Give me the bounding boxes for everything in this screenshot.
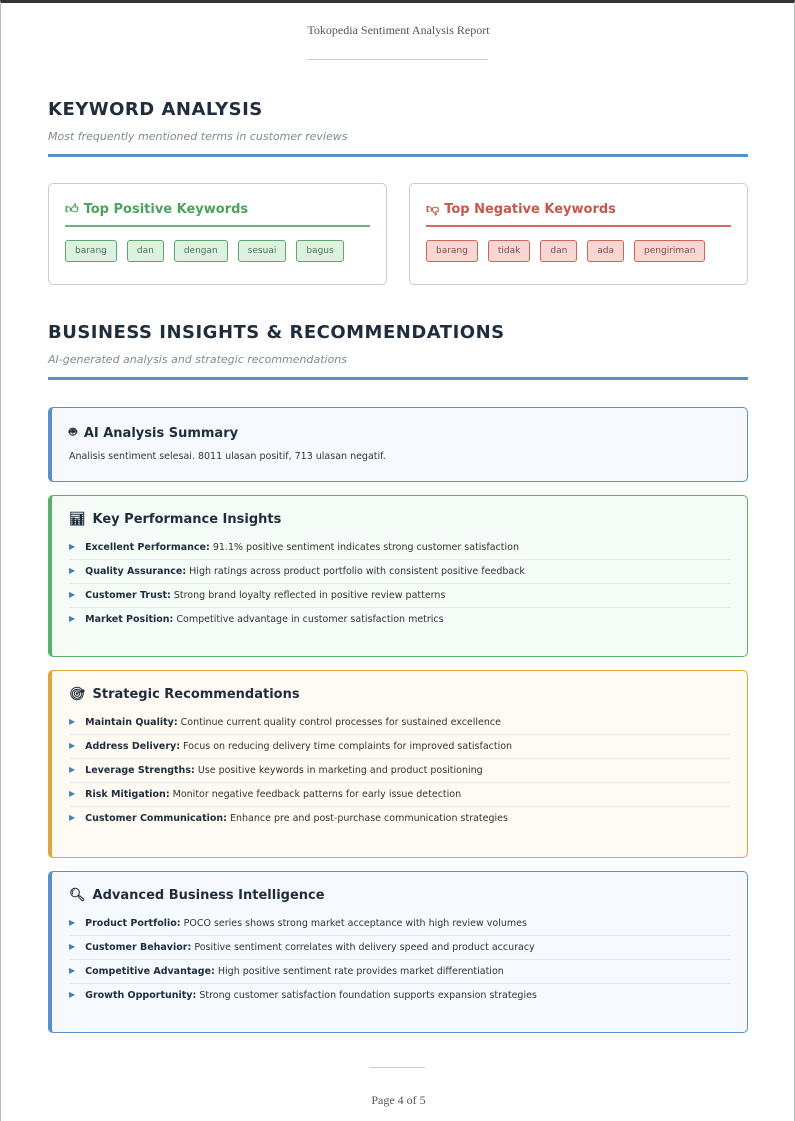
arrow-icon: ▶	[69, 990, 76, 999]
item-label: Maintain Quality:	[85, 717, 178, 728]
keyword-tag: dengan	[174, 240, 228, 262]
section-title-keyword: KEYWORD ANALYSIS	[48, 99, 263, 120]
report-header: Tokopedia Sentiment Analysis Report	[307, 23, 490, 37]
list-item	[69, 584, 731, 608]
item-text: High positive sentiment rate provides market differentiation	[217, 966, 504, 977]
arrow-icon: ▶	[69, 813, 76, 822]
section-subtitle-keyword: Most frequently mentioned terms in customer reviews	[48, 130, 348, 143]
arrow-icon: ▶	[69, 942, 76, 951]
keyword-tag: dan	[127, 240, 164, 262]
item-label: Customer Communication:	[85, 813, 227, 824]
list-item	[69, 735, 731, 759]
section-rule	[48, 377, 748, 380]
box-title: Key Performance Insights	[92, 512, 282, 527]
list-item	[69, 783, 731, 807]
page-number: Page 4 of 5	[371, 1093, 426, 1107]
list-item	[69, 711, 731, 735]
section-rule	[48, 154, 748, 157]
arrow-icon: ▶	[69, 717, 76, 726]
target-icon: 🎯︎	[69, 687, 86, 702]
item-text: Enhance pre and post-purchase communication strategies	[230, 813, 508, 824]
keyword-tag: bagus	[296, 240, 343, 262]
item-label: Competitive Advantage:	[85, 966, 215, 977]
strategy-box	[48, 670, 748, 858]
arrow-icon: ▶	[69, 765, 76, 774]
advanced-box	[48, 871, 748, 1033]
item-text: 91.1% positive sentiment indicates strong customer satisfaction	[212, 542, 519, 553]
robot-icon: 🤖︎	[69, 425, 77, 440]
item-text: Competitive advantage in customer satisfaction metrics	[176, 614, 444, 625]
box-title: Strategic Recommendations	[92, 687, 300, 702]
arrow-icon: ▶	[69, 542, 76, 551]
list-item	[69, 984, 731, 1007]
list-item	[69, 560, 731, 584]
kpi-box	[48, 495, 748, 657]
list-item	[69, 608, 731, 631]
item-text: Strong brand loyalty reflected in positive review patterns	[173, 590, 446, 601]
item-label: Customer Trust:	[85, 590, 171, 601]
list-item	[69, 936, 731, 960]
arrow-icon: ▶	[69, 590, 76, 599]
arrow-icon: ▶	[69, 566, 76, 575]
keyword-tag: ada	[587, 240, 624, 262]
item-label: Excellent Performance:	[85, 542, 210, 553]
section-title-business: BUSINESS INSIGHTS & RECOMMENDATIONS	[48, 322, 505, 343]
item-label: Leverage Strengths:	[85, 765, 195, 776]
box-title: Advanced Business Intelligence	[92, 888, 325, 903]
list-item	[69, 960, 731, 984]
item-text: POCO series shows strong market acceptance with high review volumes	[183, 918, 527, 929]
item-label: Product Portfolio:	[85, 918, 181, 929]
header-divider	[308, 59, 488, 60]
positive-keywords-card	[48, 183, 387, 285]
item-label: Market Position:	[85, 614, 174, 625]
item-label: Customer Behavior:	[85, 942, 192, 953]
section-subtitle-business: AI-generated analysis and strategic recommendations	[48, 353, 348, 366]
item-label: Address Delivery:	[85, 741, 181, 752]
item-text: High ratings across product portfolio with consistent positive feedback	[189, 566, 525, 577]
keyword-tag: tidak	[488, 240, 530, 262]
footer-divider	[369, 1067, 425, 1068]
item-label: Growth Opportunity:	[85, 990, 197, 1001]
list-item	[69, 536, 731, 560]
item-text: Monitor negative feedback patterns for early issue detection	[172, 789, 462, 800]
card-title: Top Positive Keywords	[83, 202, 249, 217]
item-label: Quality Assurance:	[85, 566, 187, 577]
keyword-tag: sesuai	[238, 240, 287, 262]
box-title: AI Analysis Summary	[83, 425, 239, 441]
list-item	[69, 912, 731, 936]
arrow-icon: ▶	[69, 741, 76, 750]
list-item	[69, 759, 731, 783]
keyword-tag: barang	[426, 240, 478, 262]
item-text: Strong customer satisfaction foundation supports expansion strategies	[199, 990, 537, 1001]
keyword-tag: barang	[65, 240, 117, 262]
arrow-icon: ▶	[69, 918, 76, 927]
keyword-tag: pengiriman	[634, 240, 705, 262]
item-text: Continue current quality control processes for sustained excellence	[180, 717, 501, 728]
thumbs-up-icon: 👍︎	[65, 202, 79, 217]
item-text: Focus on reducing delivery time complaints for improved satisfaction	[183, 741, 513, 752]
bar-chart-icon: 📊︎	[69, 512, 86, 527]
card-title: Top Negative Keywords	[444, 202, 616, 217]
item-text: Use positive keywords in marketing and product positioning	[197, 765, 483, 776]
thumbs-down-icon: 👎︎	[426, 202, 440, 217]
arrow-icon: ▶	[69, 789, 76, 798]
keyword-tag: dan	[540, 240, 577, 262]
item-text: Positive sentiment correlates with delivery speed and product accuracy	[194, 942, 535, 953]
magnifier-icon: 🔍︎	[69, 888, 86, 903]
summary-text: Analisis sentiment selesai. 8011 ulasan positif, 713 ulasan negatif.	[69, 451, 386, 462]
ai-summary-box	[48, 407, 748, 482]
arrow-icon: ▶	[69, 966, 76, 975]
list-item	[69, 807, 731, 830]
item-label: Risk Mitigation:	[85, 789, 170, 800]
arrow-icon: ▶	[69, 614, 76, 623]
negative-keywords-card	[409, 183, 748, 285]
